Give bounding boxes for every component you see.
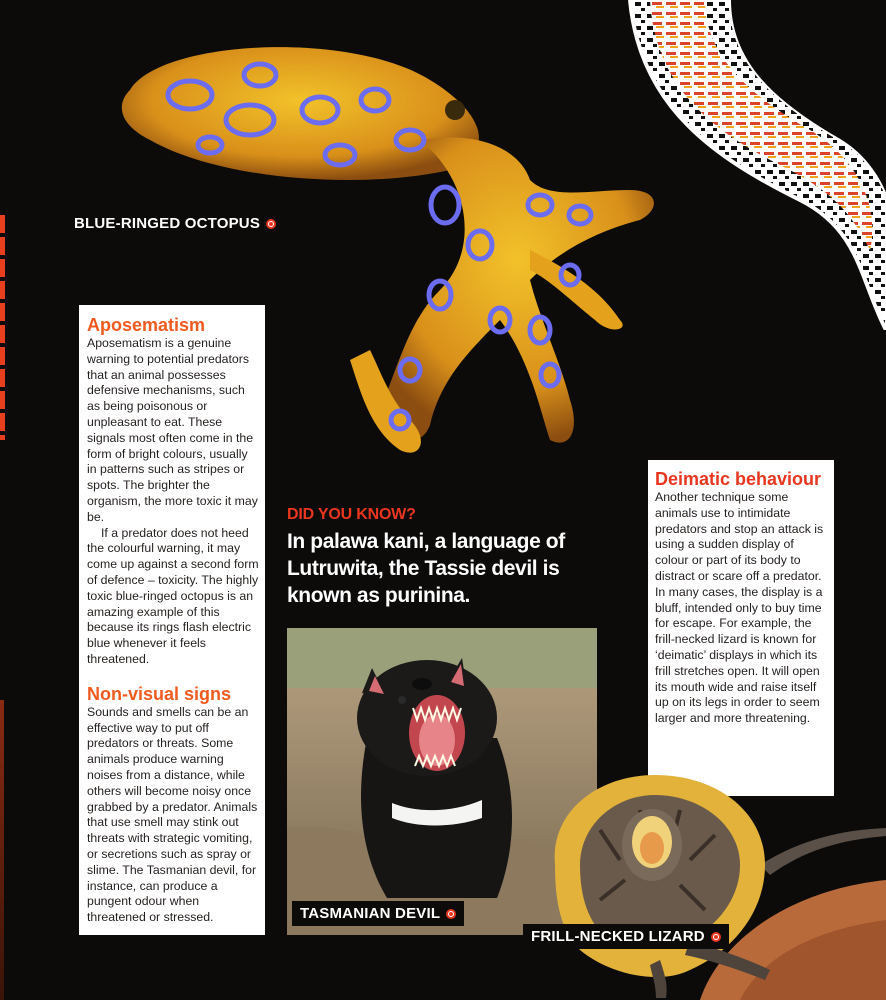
devil-caption-text: TASMANIAN DEVIL (300, 905, 441, 922)
lizard-caption-text: FRILL-NECKED LIZARD (531, 928, 705, 945)
lizard-caption (523, 924, 729, 949)
octopus-caption-text: BLUE-RINGED OCTOPUS (74, 215, 261, 232)
nonvisual-paragraph: Sounds and smells can be an effective way to put off predators or threats. Some animals produce warning noises from a distance, while others will become noisy once grabbed by a predator. Animals that use smell may stink out threats with strategic vomiting, or secretions such as spray or slime. The Tasmanian devil, for instance, can produce a pungent odour when threatened or stressed. (87, 704, 258, 925)
did-you-know-text: In palawa kani, a language of Lutruwita, the Tassie devil is known as purinina. (287, 530, 565, 607)
octopus-caption (66, 211, 284, 236)
aposematism-paragraph-2: If a predator does not heed the colourful warning, it may come up against a second form of defence – toxicity. The highly toxic blue-ringed octopus is an amazing example of this because its rings flash electric blue whenever it feels threatened. (87, 525, 259, 666)
aposematism-panel (79, 305, 265, 935)
aposematism-paragraph-1: Aposematism is a genuine warning to potential predators that an animal possesses defensive mechanisms, such as being poisonous or unpleasant to eat. These signals most often come in the form of bright colours, usually in patterns such as stripes or spots. The brighter the organism, the more toxic it may be. (87, 336, 258, 524)
frill-necked-lizard-photo (540, 770, 886, 1000)
deimatic-panel (648, 460, 834, 796)
caption-marker-icon (711, 932, 721, 942)
devil-caption (292, 901, 464, 926)
edge-accent-stripe (0, 215, 5, 440)
did-you-know-heading: DID YOU KNOW? (287, 506, 416, 523)
deimatic-heading: Deimatic behaviour (655, 469, 822, 489)
nonvisual-heading: Non-visual signs (87, 683, 232, 704)
caption-marker-icon (446, 909, 456, 919)
aposematism-heading: Aposematism (87, 315, 206, 335)
caption-marker-icon (266, 219, 276, 229)
edge-accent-stripe-lower (0, 700, 4, 1000)
deimatic-paragraph: Another technique some animals use to intimidate predators and stop an attack is using a sudden display of colour or part of its body to distract or scare off a predator. In many cases, the display is a bluff, intended only to buy time for escape. For example, the frill-necked lizard is known for ‘deimatic’ displays in which its frill stretches open. It will open its mouth wide and raise itself up on its legs in order to seem larger and more threatening. (655, 490, 824, 726)
